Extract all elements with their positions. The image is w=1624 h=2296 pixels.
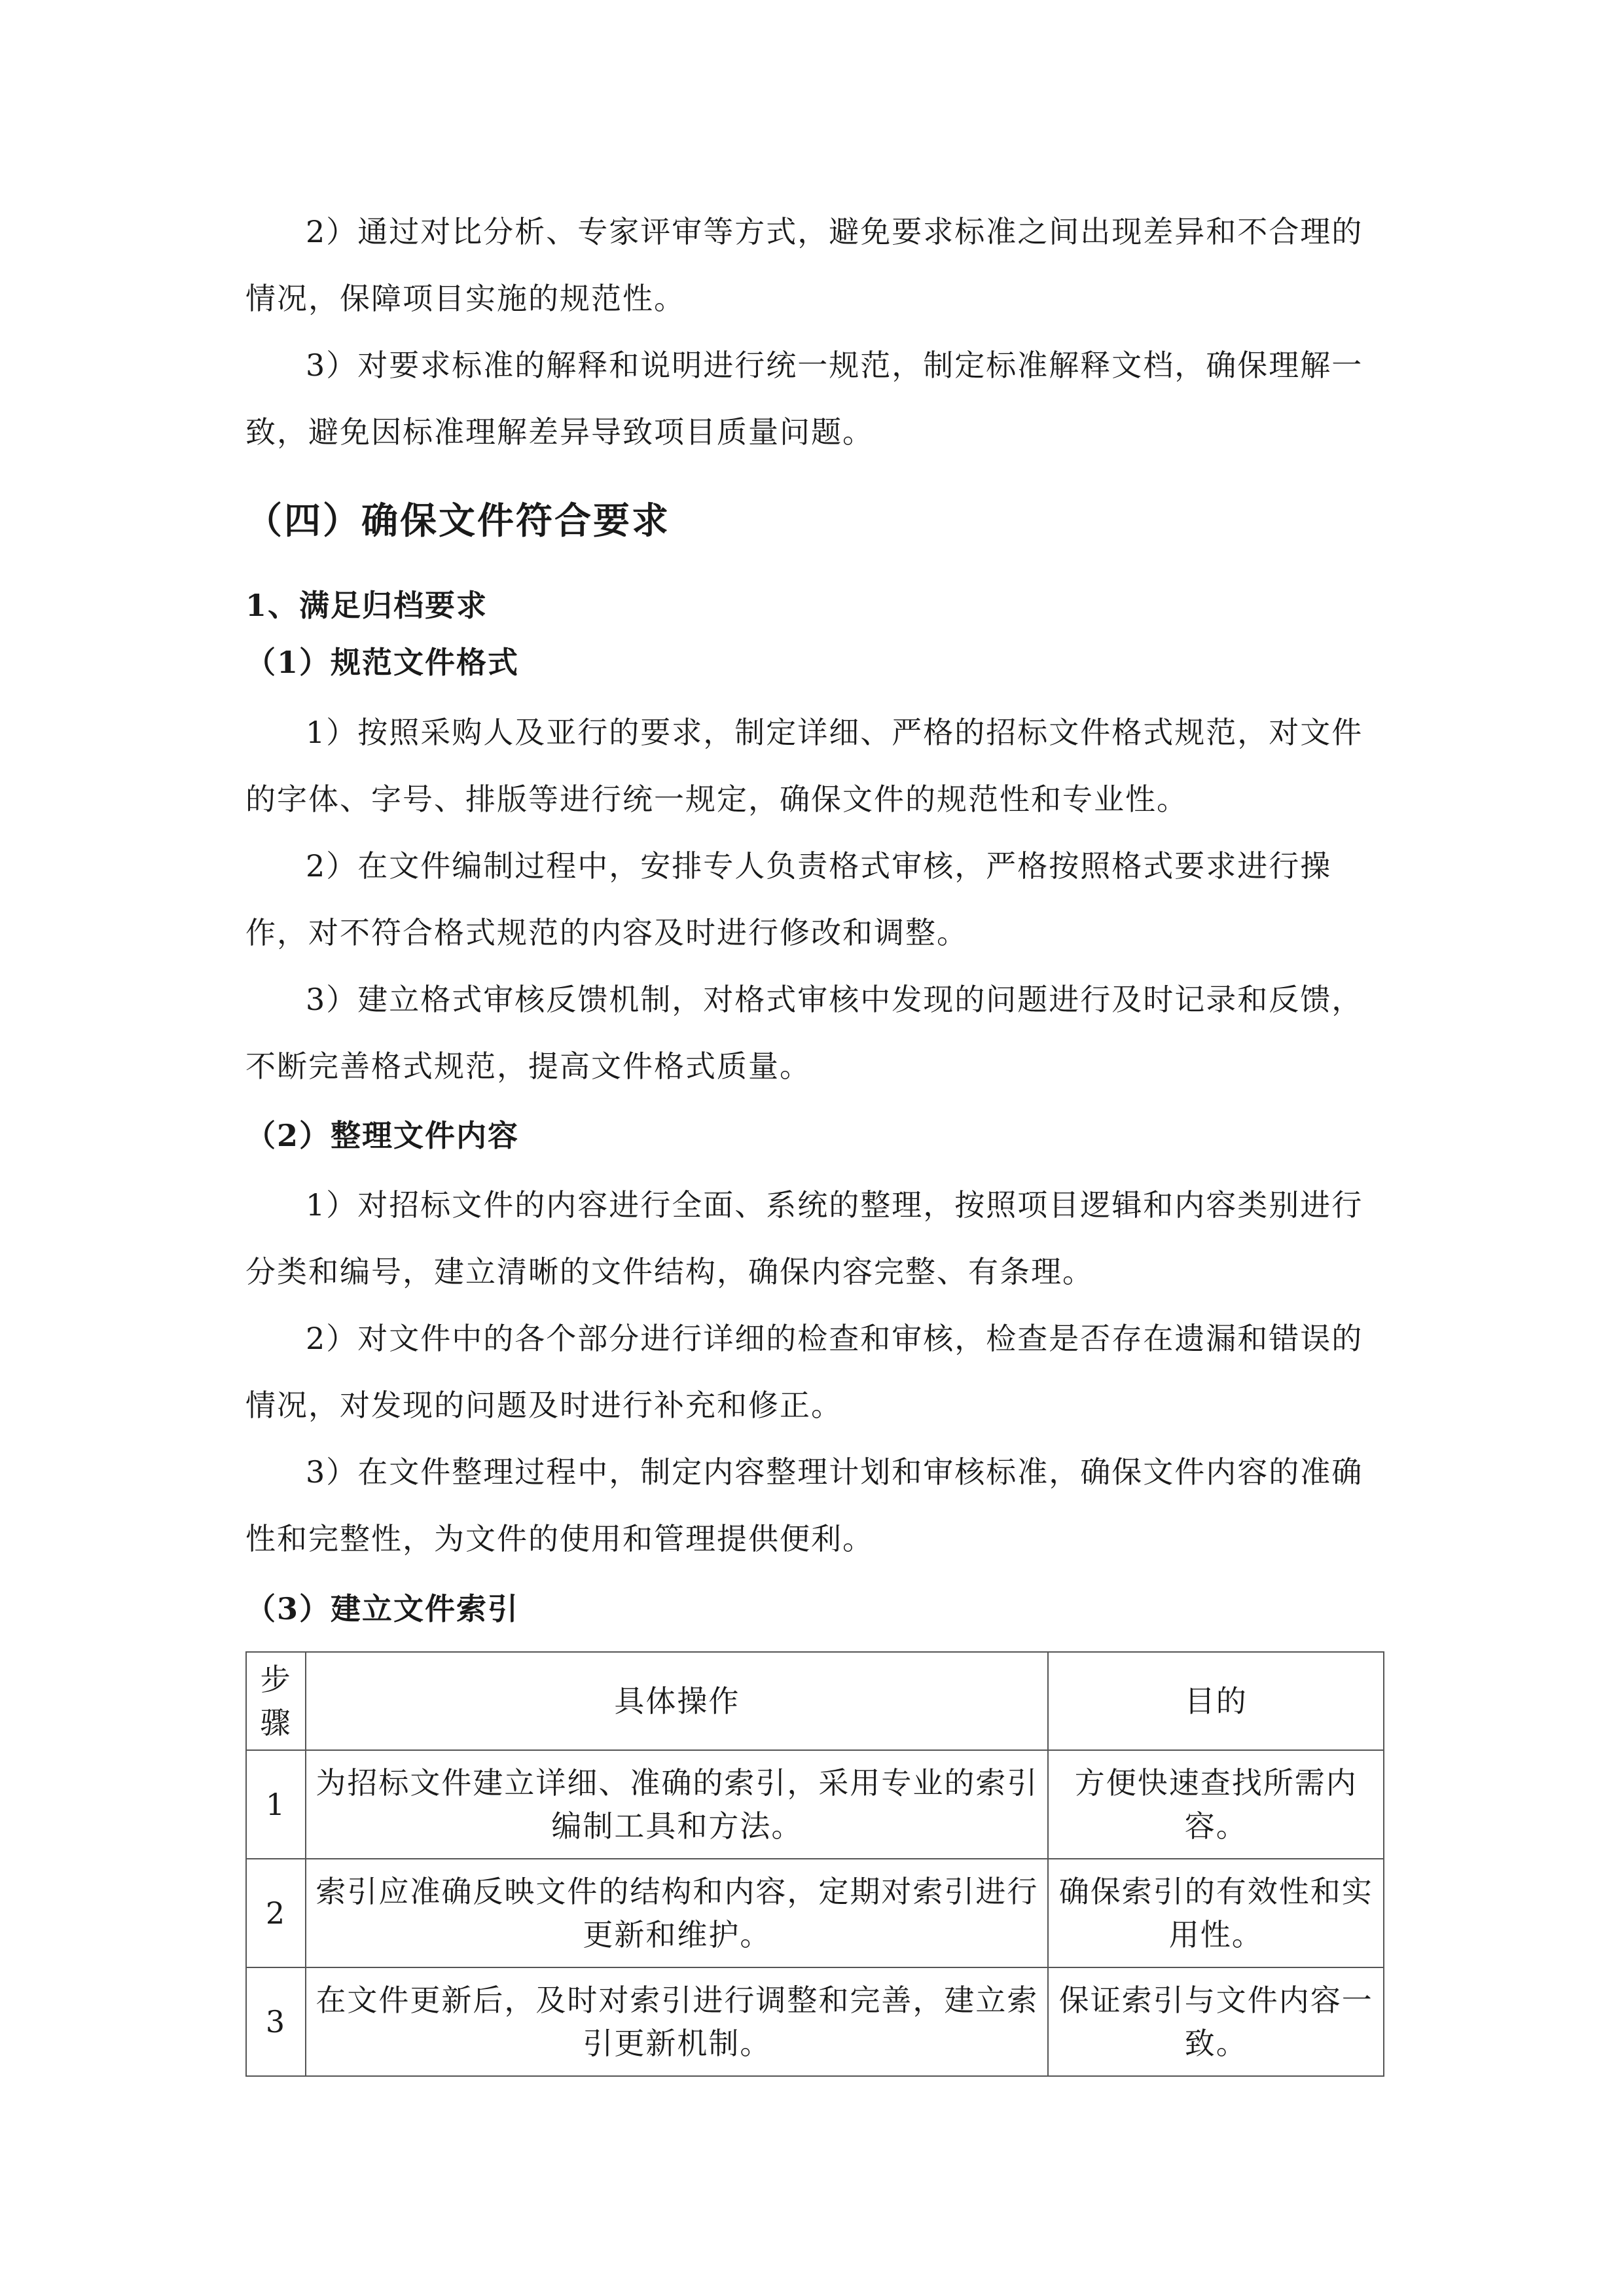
cell-operation: 在文件更新后，及时对索引进行调整和完善，建立索引更新机制。 bbox=[306, 1967, 1048, 2076]
part-title-index: （3）建立文件索引 bbox=[245, 1591, 520, 1626]
paragraph-format-2: 2）在文件编制过程中，安排专人负责格式审核，严格按照格式要求进行操作，对不符合格式规范的内容及时进行修改和调整。 bbox=[245, 848, 1332, 950]
paragraph-content-3: 3）在文件整理过程中，制定内容整理计划和审核标准，确保文件内容的准确性和完整性，为文件的使用和管理提供便利。 bbox=[245, 1454, 1363, 1556]
paragraph-standards-comparison: 2）通过对比分析、专家评审等方式，避免要求标准之间出现差异和不合理的情况，保障项目实施的规范性。 bbox=[245, 214, 1363, 316]
paragraph-content-2: 2）对文件中的各个部分进行详细的检查和审核，检查是否存在遗漏和错误的情况，对发现的问题及时进行补充和修正。 bbox=[245, 1321, 1363, 1423]
header-step: 步骤 bbox=[246, 1652, 306, 1750]
paragraph-format-3: 3）建立格式审核反馈机制，对格式审核中发现的问题进行及时记录和反馈，不断完善格式规范，提高文件格式质量。 bbox=[245, 982, 1363, 1084]
cell-step: 2 bbox=[246, 1859, 306, 1967]
part-title-content: （2）整理文件内容 bbox=[245, 1118, 520, 1153]
sub-title-archive-requirements: 1、满足归档要求 bbox=[245, 588, 488, 623]
index-steps-table bbox=[245, 1651, 1384, 2077]
table-row bbox=[246, 1967, 1384, 2076]
paragraph-format-1: 1）按照采购人及亚行的要求，制定详细、严格的招标文件格式规范，对文件的字体、字号、排版等进行统一规定，确保文件的规范性和专业性。 bbox=[245, 715, 1363, 817]
table-row bbox=[246, 1750, 1384, 1859]
table-row bbox=[246, 1859, 1384, 1967]
part-title-format: （1）规范文件格式 bbox=[245, 645, 520, 680]
cell-step: 3 bbox=[246, 1967, 306, 2076]
paragraph-content-1: 1）对招标文件的内容进行全面、系统的整理，按照项目逻辑和内容类别进行分类和编号，建立清晰的文件结构，确保内容完整、有条理。 bbox=[245, 1187, 1363, 1289]
cell-purpose: 确保索引的有效性和实用性。 bbox=[1048, 1859, 1384, 1967]
cell-operation: 索引应准确反映文件的结构和内容，定期对索引进行更新和维护。 bbox=[306, 1859, 1048, 1967]
cell-operation: 为招标文件建立详细、准确的索引，采用专业的索引编制工具和方法。 bbox=[306, 1750, 1048, 1859]
header-purpose: 目的 bbox=[1048, 1652, 1384, 1750]
paragraph-standards-interpretation: 3）对要求标准的解释和说明进行统一规范，制定标准解释文档，确保理解一致，避免因标准理解差异导致项目质量问题。 bbox=[245, 348, 1363, 450]
section-title: （四）确保文件符合要求 bbox=[245, 499, 670, 543]
cell-purpose: 方便快速查找所需内容。 bbox=[1048, 1750, 1384, 1859]
header-operation: 具体操作 bbox=[306, 1652, 1048, 1750]
cell-purpose: 保证索引与文件内容一致。 bbox=[1048, 1967, 1384, 2076]
table-header-row bbox=[246, 1652, 1384, 1750]
cell-step: 1 bbox=[246, 1750, 306, 1859]
